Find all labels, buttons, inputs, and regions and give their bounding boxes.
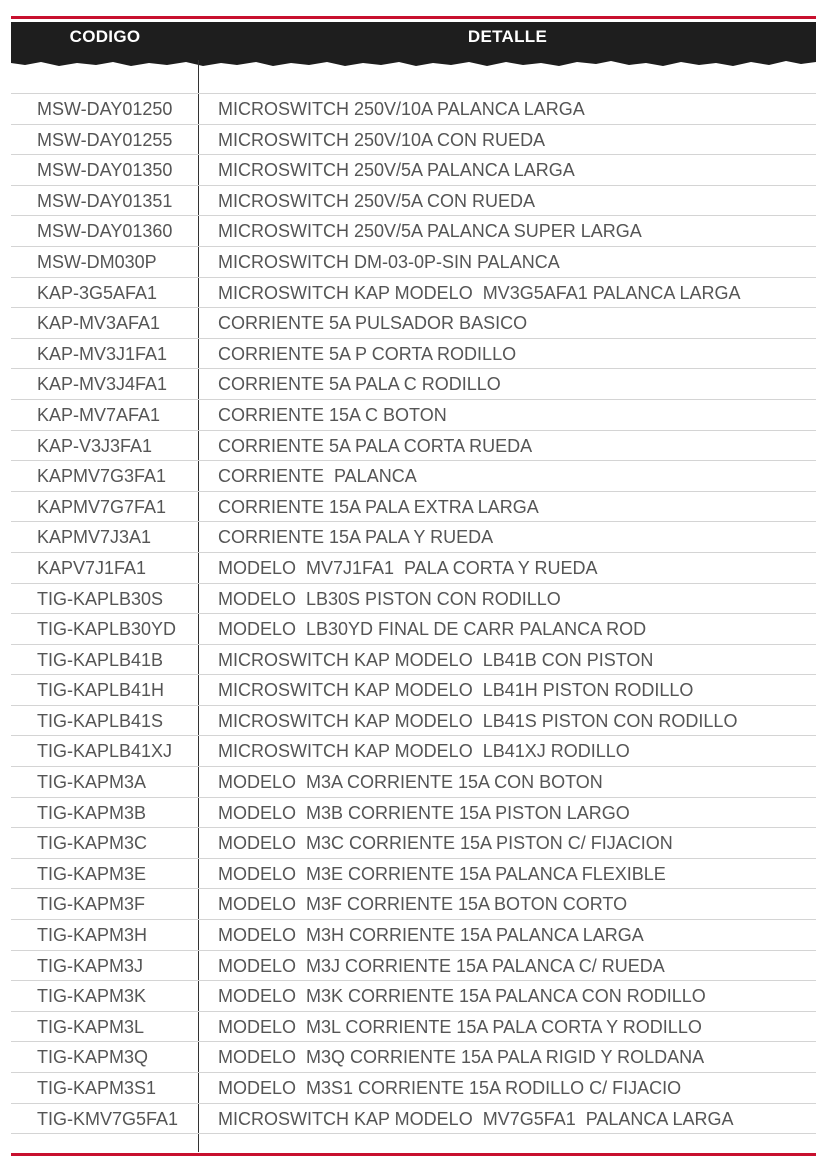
cell-codigo: TIG-KAPM3E	[37, 863, 147, 884]
table-row	[11, 1073, 816, 1104]
cell-codigo: TIG-KAPM3S1	[37, 1078, 157, 1098]
table-row	[11, 645, 816, 676]
cell-codigo: KAPMV7J3A1	[37, 527, 152, 548]
table-row	[11, 125, 816, 156]
table-row	[11, 859, 816, 890]
cell-detalle: MICROSWITCH 250V/10A CON RUEDA	[218, 129, 546, 150]
table-row	[11, 155, 816, 186]
cell-codigo: TIG-KAPM3J	[37, 955, 144, 976]
table-row	[11, 522, 816, 553]
table-row	[11, 308, 816, 339]
cell-codigo: KAP-3G5AFA1	[37, 282, 158, 303]
table-row	[11, 1104, 816, 1135]
table-row	[11, 614, 816, 645]
cell-detalle: CORRIENTE 15A PALA EXTRA LARGA	[218, 496, 539, 517]
cell-detalle: MODELO M3Q CORRIENTE 15A PALA RIGID Y ROLDANA	[218, 1047, 705, 1068]
cell-detalle: MICROSWITCH DM-03-0P-SIN PALANCA	[218, 251, 560, 272]
cell-codigo: MSW-DAY01360	[37, 221, 173, 242]
cell-codigo: TIG-KAPLB41B	[37, 649, 164, 670]
cell-codigo: KAP-MV7AFA1	[37, 404, 161, 425]
table-row	[11, 492, 816, 523]
table-row	[11, 553, 816, 584]
cell-codigo: KAP-MV3J1FA1	[37, 343, 168, 364]
cell-codigo: TIG-KAPM3C	[37, 833, 148, 854]
table-row	[11, 369, 816, 400]
cell-detalle: MICROSWITCH 250V/5A PALANCA LARGA	[218, 160, 575, 181]
cell-codigo: KAPMV7G3FA1	[37, 466, 167, 487]
cell-codigo: TIG-KAPM3A	[37, 772, 147, 793]
table-row	[11, 461, 816, 492]
table-row	[11, 675, 816, 706]
table-row	[11, 216, 816, 247]
table-row	[11, 736, 816, 767]
table-row	[11, 431, 816, 462]
table-row	[11, 584, 816, 615]
cell-detalle: MICROSWITCH KAP MODELO LB41B CON PISTON	[218, 649, 654, 670]
table-row	[11, 951, 816, 982]
cell-detalle: MODELO M3H CORRIENTE 15A PALANCA LARGA	[218, 925, 644, 946]
cell-detalle: MICROSWITCH KAP MODELO LB41H PISTON RODILLO	[218, 680, 694, 701]
cell-codigo: TIG-KAPM3H	[37, 925, 148, 946]
cell-detalle: CORRIENTE 5A PALA CORTA RUEDA	[218, 435, 533, 456]
cell-codigo: KAP-MV3AFA1	[37, 313, 161, 334]
cell-codigo: KAP-MV3J4FA1	[37, 374, 168, 395]
cell-detalle: MODELO LB30S PISTON CON RODILLO	[218, 588, 561, 609]
table-row	[11, 798, 816, 829]
table-row	[11, 400, 816, 431]
table-row	[11, 247, 816, 278]
cell-detalle: MODELO LB30YD FINAL DE CARR PALANCA ROD	[218, 619, 647, 640]
table-row	[11, 1012, 816, 1043]
cell-codigo: TIG-KMV7G5FA1	[37, 1108, 179, 1129]
cell-codigo: TIG-KAPLB30YD	[37, 619, 177, 640]
table-row	[11, 889, 816, 920]
table-row	[11, 94, 816, 125]
table-row	[11, 186, 816, 217]
table-row	[11, 981, 816, 1012]
cell-codigo: KAPMV7G7FA1	[37, 496, 167, 517]
bottom-red-rule	[11, 1153, 816, 1156]
cell-codigo: MSW-DAY01250	[37, 99, 173, 119]
table-row	[11, 339, 816, 370]
table-header	[11, 22, 816, 58]
column-header-codigo: CODIGO	[69, 27, 141, 46]
top-red-rule	[11, 16, 816, 19]
cell-codigo: MSW-DM030P	[37, 251, 157, 272]
cell-codigo: TIG-KAPM3K	[37, 986, 147, 1007]
table-row	[11, 706, 816, 737]
cell-detalle: MODELO M3A CORRIENTE 15A CON BOTON	[218, 772, 603, 793]
cell-detalle: CORRIENTE 5A P CORTA RODILLO	[218, 343, 517, 364]
cell-detalle: CORRIENTE 15A C BOTON	[218, 404, 447, 425]
table-row	[11, 278, 816, 309]
cell-detalle: CORRIENTE PALANCA	[218, 466, 417, 487]
cell-detalle: MODELO M3B CORRIENTE 15A PISTON LARGO	[218, 802, 630, 823]
cell-detalle: CORRIENTE 15A PALA Y RUEDA	[218, 527, 494, 548]
cell-codigo: TIG-KAPM3Q	[37, 1047, 149, 1068]
cell-codigo: TIG-KAPLB30S	[37, 588, 164, 609]
cell-detalle: CORRIENTE 5A PULSADOR BASICO	[218, 313, 528, 334]
cell-detalle: MICROSWITCH KAP MODELO MV7G5FA1 PALANCA LARGA	[218, 1108, 734, 1129]
table-row	[11, 828, 816, 859]
cell-detalle: CORRIENTE 5A PALA C RODILLO	[218, 374, 501, 395]
column-header-detalle: DETALLE	[467, 27, 548, 46]
cell-codigo: TIG-KAPM3B	[37, 802, 147, 823]
cell-codigo: MSW-DAY01350	[37, 160, 173, 181]
table-body	[11, 94, 816, 1134]
cell-detalle: MICROSWITCH 250V/5A PALANCA SUPER LARGA	[218, 221, 642, 242]
cell-codigo: KAPV7J1FA1	[37, 557, 147, 578]
cell-detalle: MODELO MV7J1FA1 PALA CORTA Y RUEDA	[218, 557, 598, 578]
cell-codigo: KAP-V3J3FA1	[37, 435, 153, 456]
cell-codigo: TIG-KAPM3F	[37, 894, 146, 915]
torn-paper-edge	[11, 56, 816, 68]
cell-codigo: TIG-KAPLB41XJ	[37, 741, 173, 762]
table-row	[11, 1042, 816, 1073]
cell-detalle: MODELO M3K CORRIENTE 15A PALANCA CON RODILLO	[218, 986, 706, 1007]
cell-codigo: MSW-DAY01255	[37, 129, 173, 150]
cell-detalle: MODELO M3C CORRIENTE 15A PISTON C/ FIJACION	[218, 833, 673, 854]
cell-codigo: TIG-KAPM3L	[37, 1016, 145, 1037]
cell-detalle: MODELO M3F CORRIENTE 15A BOTON CORTO	[218, 894, 628, 915]
cell-codigo: TIG-KAPLB41S	[37, 710, 164, 731]
cell-codigo: MSW-DAY01351	[37, 190, 173, 211]
cell-detalle: MODELO M3L CORRIENTE 15A PALA CORTA Y RODILLO	[218, 1016, 702, 1037]
cell-detalle: MODELO M3S1 CORRIENTE 15A RODILLO C/ FIJACIO	[218, 1078, 682, 1098]
cell-detalle: MICROSWITCH KAP MODELO LB41S PISTON CON RODILLO	[218, 710, 738, 731]
table-row	[11, 920, 816, 951]
cell-detalle: MICROSWITCH KAP MODELO MV3G5AFA1 PALANCA LARGA	[218, 282, 741, 303]
cell-detalle: MICROSWITCH 250V/10A PALANCA LARGA	[218, 99, 585, 119]
table-row	[11, 767, 816, 798]
cell-detalle: MODELO M3E CORRIENTE 15A PALANCA FLEXIBLE	[218, 863, 666, 884]
cell-detalle: MICROSWITCH 250V/5A CON RUEDA	[218, 190, 536, 211]
cell-codigo: TIG-KAPLB41H	[37, 680, 165, 701]
cell-detalle: MODELO M3J CORRIENTE 15A PALANCA C/ RUEDA	[218, 955, 665, 976]
cell-detalle: MICROSWITCH KAP MODELO LB41XJ RODILLO	[218, 741, 630, 762]
